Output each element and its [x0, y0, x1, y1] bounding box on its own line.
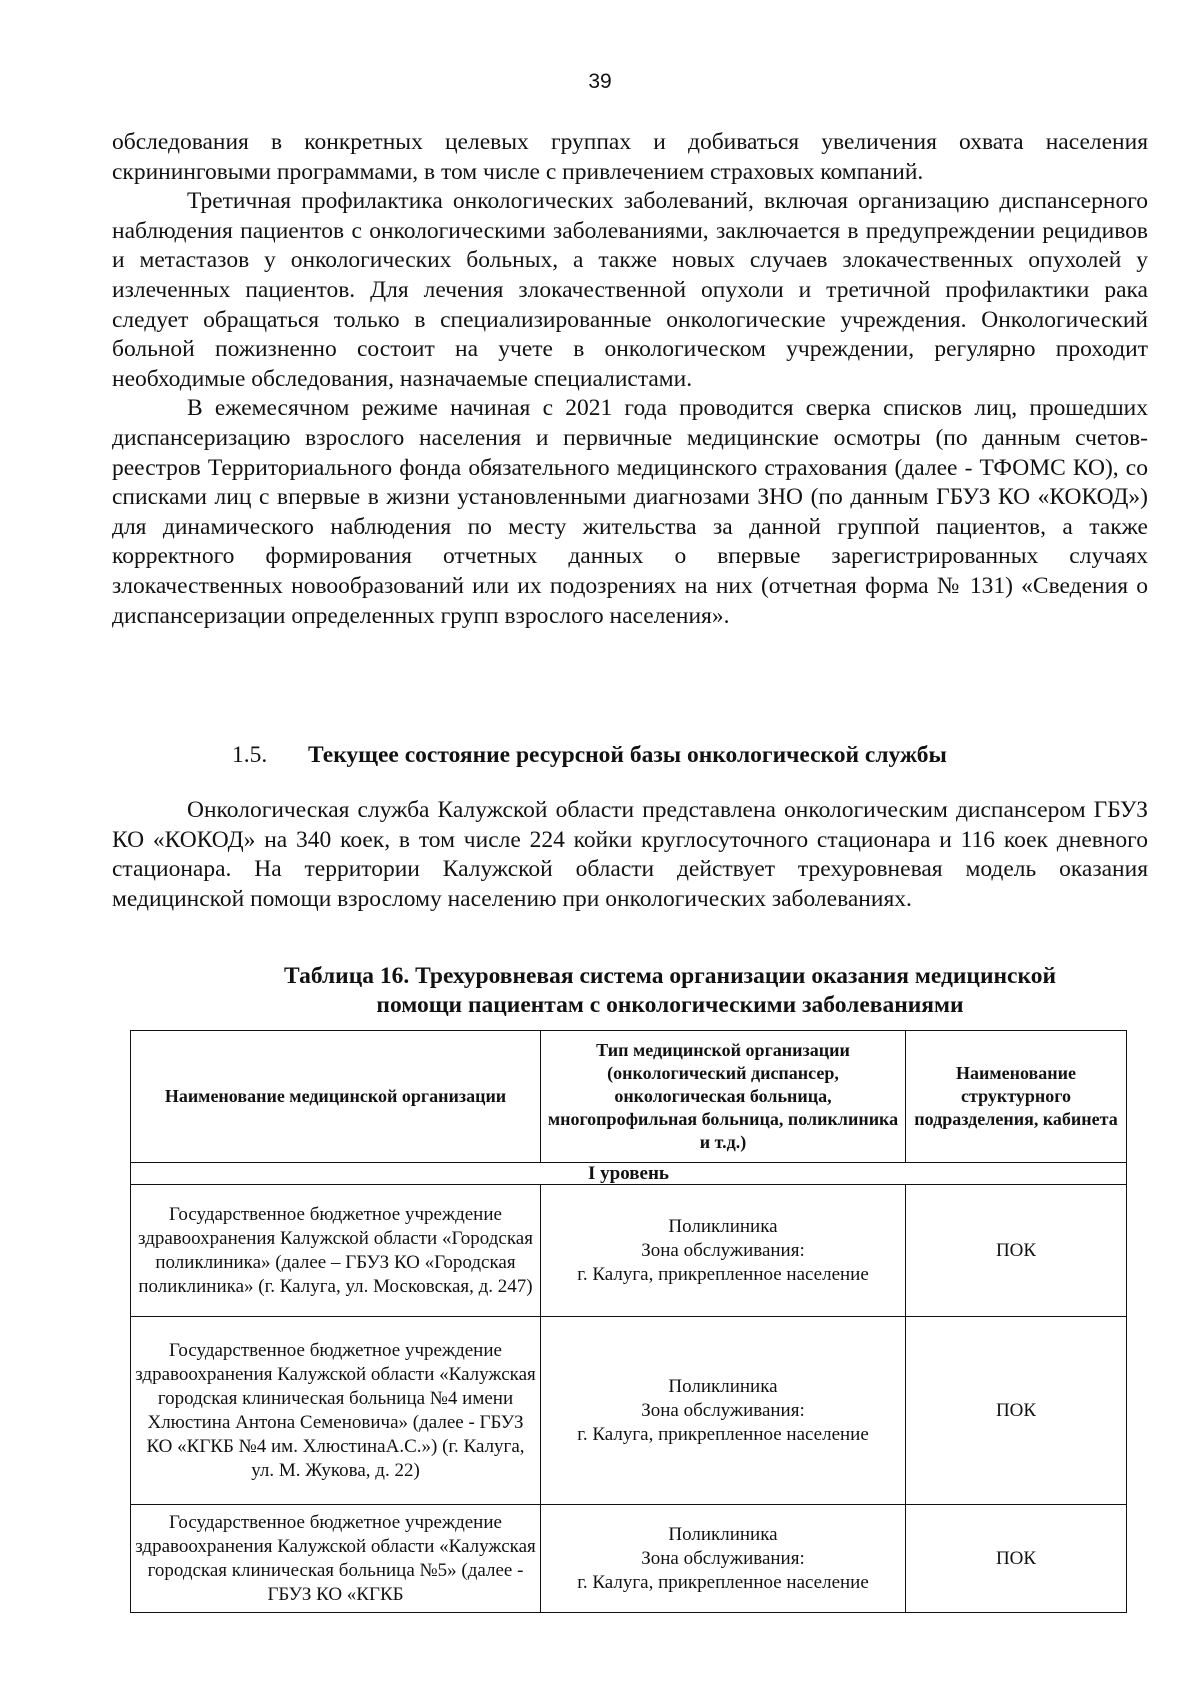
body-text [112, 128, 1148, 631]
table-header-row [131, 1031, 1127, 1163]
paragraph-2: Третичная профилактика онкологических заболеваний, включая организацию диспансерного наблюдения пациентов с онкологическими заболеваниями, заключается в предупреждении рецидивов и метастазов у онкологических больных, а также новых случаев злокачественных опухолей у излеченных пациентов. Для лечения злокачественной опухоли и третичной профилактики рака следует обращаться только в специализированные онкологические учреждения. Онкологический больной пожизненно состоит на учете в онкологическом учреждении, регулярно проходит необходимые обследования, назначаемые специалистами. [112, 188, 1148, 392]
service-zone-value: г. Калуга, прикрепленное население [577, 1263, 869, 1285]
structural-unit-cell: ПОК [906, 1185, 1127, 1317]
organizations-table [130, 1030, 1127, 1613]
section-text [112, 796, 1148, 914]
organization-type-cell [541, 1317, 906, 1505]
section-heading [112, 742, 1148, 769]
service-zone-label: Зона обслуживания: [641, 1399, 805, 1421]
table-row [131, 1505, 1127, 1613]
page-number: 39 [588, 70, 612, 93]
organization-name-cell: Государственное бюджетное учреждение здравоохранения Калужской области «Калужская городская клиническая больница №5» (далее - ГБУЗ КО «КГКБ [131, 1505, 541, 1613]
table-row [131, 1185, 1127, 1317]
table-caption-line-1: Таблица 16. Трехуровневая система организации оказания медицинской [283, 963, 1056, 989]
service-zone-value: г. Калуга, прикрепленное население [577, 1571, 869, 1593]
paragraph-3: В ежемесячном режиме начиная с 2021 года проводится сверка списков лиц, прошедших диспансеризацию взрослого населения и первичные медицинские осмотры (по данным счетов-реестров Территориального фонда обязательного медицинского страхования (далее - ТФОМС КО), со списками лиц с впервые в жизни установленными диагнозами ЗНО (по данным ГБУЗ КО «КОКОД») для динамического наблюдения по месту жительства за данной группой пациентов, а также корректного формирования отчетных данных о впервые зарегистрированных случаях злокачественных новообразований или их подозрениях на них (отчетная форма № 131) «Сведения о диспансеризации определенных групп взрослого населения». [112, 395, 1148, 629]
header-structural-unit: Наименование структурного подразделения, кабинета [906, 1031, 1127, 1163]
header-organization-type: Тип медицинской организации (онкологический диспансер, онкологическая больница, многопрофильная больница, поликлиника и т.д.) [541, 1031, 906, 1163]
table-caption [230, 962, 1110, 1020]
table-row [131, 1317, 1127, 1505]
service-zone-label: Зона обслуживания: [641, 1547, 805, 1569]
section-paragraph: Онкологическая служба Калужской области представлена онкологическим диспансером ГБУЗ КО «КОКОД» на 340 коек, в том числе 224 койки круглосуточного стационара и 116 коек дневного стационара. На территории Калужской области действует трехуровневая модель оказания медицинской помощи взрослому населению при онкологических заболеваниях. [112, 797, 1148, 912]
organization-name-cell: Государственное бюджетное учреждение здравоохранения Калужской области «Городская поликлиника» (далее – ГБУЗ КО «Городская поликлиника» (г. Калуга, ул. Московская, д. 247) [131, 1185, 541, 1317]
type-line: Поликлиника [668, 1215, 778, 1237]
level-label: I уровень [131, 1163, 1127, 1185]
type-line: Поликлиника [668, 1523, 778, 1545]
organization-type-cell [541, 1505, 906, 1613]
section-number: 1.5. [232, 742, 268, 768]
table-wrapper [130, 1030, 1126, 1613]
service-zone-label: Зона обслуживания: [641, 1239, 805, 1261]
organization-name-cell: Государственное бюджетное учреждение здравоохранения Калужской области «Калужская городская клиническая больница №4 имени Хлюстина Антона Семеновича» (далее - ГБУЗ КО «КГКБ №4 им. ХлюстинаА.С.») (г. Калуга, ул. М. Жукова, д. 22) [131, 1317, 541, 1505]
header-organization-name: Наименование медицинской организации [131, 1031, 541, 1163]
organization-type-cell [541, 1185, 906, 1317]
structural-unit-cell: ПОК [906, 1505, 1127, 1613]
structural-unit-cell: ПОК [906, 1317, 1127, 1505]
paragraph-1: обследования в конкретных целевых группах и добиваться увеличения охвата населения скрининговыми программами, в том числе с привлечением страховых компаний. [112, 129, 1148, 185]
level-row [131, 1163, 1127, 1185]
section-title: Текущее состояние ресурсной базы онкологической службы [308, 742, 947, 768]
table-caption-line-2: помощи пациентам с онкологическими заболеваниями [376, 992, 964, 1018]
service-zone-value: г. Калуга, прикрепленное население [577, 1423, 869, 1445]
type-line: Поликлиника [668, 1375, 778, 1397]
